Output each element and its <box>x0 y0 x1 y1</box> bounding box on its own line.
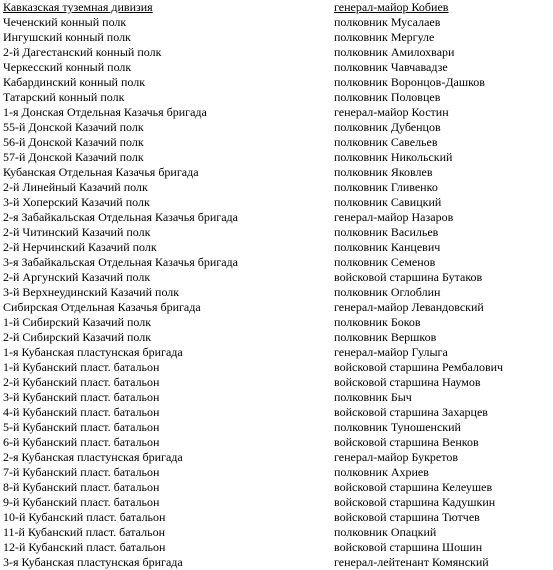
commander-name: войсковой старшина Захарцев <box>334 405 488 419</box>
unit-row <box>0 420 553 435</box>
unit-row <box>0 120 553 135</box>
unit-row <box>0 435 553 450</box>
commander-name: полковник Никольский <box>334 150 453 164</box>
commander-name: генерал-лейтенант Комянский <box>334 555 489 569</box>
commander-name: полковник Вершков <box>334 330 437 344</box>
unit-name: 2-й Аргунский Казачий полк <box>3 270 151 284</box>
commander-name: полковник Опацкий <box>334 525 437 539</box>
unit-name: 3-й Верхнеудинский Казачий полк <box>3 285 180 299</box>
commander-name: генерал-майор Костин <box>334 105 449 119</box>
unit-row <box>0 360 553 375</box>
commander-name: генерал-майор Гулыга <box>334 345 448 359</box>
unit-row <box>0 315 553 330</box>
unit-name: Кубанская Отдельная Казачья бригада <box>3 165 199 179</box>
unit-name: 2-й Читинский Казачий полк <box>3 225 151 239</box>
unit-name: Чеченский конный полк <box>3 15 127 29</box>
unit-name: 3-я Забайкальская Отдельная Казачья бригада <box>3 255 238 269</box>
commander-name: полковник Семенов <box>334 255 436 269</box>
unit-row <box>0 405 553 420</box>
unit-row <box>0 285 553 300</box>
commander-name: полковник Канцевич <box>334 240 441 254</box>
commander-name: полковник Половцев <box>334 90 441 104</box>
commander-name: генерал-майор Букретов <box>334 450 459 464</box>
unit-name: 1-й Кубанский пласт. батальон <box>3 360 160 374</box>
commander-name: полковник Савицкий <box>334 195 442 209</box>
unit-name: Сибирская Отдельная Казачья бригада <box>3 300 201 314</box>
commander-name: полковник Быч <box>334 390 412 404</box>
unit-row <box>0 345 553 360</box>
unit-name: 2-я Кубанская пластунская бригада <box>3 450 183 464</box>
unit-name: 10-й Кубанский пласт. батальон <box>3 510 166 524</box>
commander-name: полковник Гливенко <box>334 180 438 194</box>
unit-row <box>0 180 553 195</box>
unit-name: 2-я Забайкальская Отдельная Казачья бригада <box>3 210 238 224</box>
commander-name: полковник Яковлев <box>334 165 433 179</box>
unit-row <box>0 210 553 225</box>
commander-name: полковник Оглоблин <box>334 285 441 299</box>
unit-row <box>0 540 553 555</box>
commander-name: генерал-майор Левандовский <box>334 300 484 314</box>
commander-name: полковник Дубенцов <box>334 120 441 134</box>
unit-name: 12-й Кубанский пласт. батальон <box>3 540 166 554</box>
commander-name: полковник Мергуле <box>334 30 435 44</box>
unit-row <box>0 165 553 180</box>
unit-name: Кавказская туземная дивизия <box>3 0 153 14</box>
unit-name: 11-й Кубанский пласт. батальон <box>3 525 165 539</box>
unit-row <box>0 270 553 285</box>
unit-row <box>0 90 553 105</box>
unit-name: 9-й Кубанский пласт. батальон <box>3 495 160 509</box>
division-header-row <box>0 0 553 15</box>
unit-name: 8-й Кубанский пласт. батальон <box>3 480 160 494</box>
unit-name: Кабардинский конный полк <box>3 75 146 89</box>
unit-name: 7-й Кубанский пласт. батальон <box>3 465 160 479</box>
unit-row <box>0 30 553 45</box>
commander-name: войсковой старшина Венков <box>334 435 479 449</box>
commander-name: полковник Савельев <box>334 135 438 149</box>
unit-name: 56-й Донской Казачий полк <box>3 135 144 149</box>
unit-row <box>0 330 553 345</box>
unit-row <box>0 480 553 495</box>
unit-row <box>0 495 553 510</box>
unit-name: Черкесский конный полк <box>3 60 132 74</box>
unit-row <box>0 195 553 210</box>
unit-name: 2-й Сибирский Казачий полк <box>3 330 152 344</box>
unit-name: Ингушский конный полк <box>3 30 131 44</box>
unit-row <box>0 375 553 390</box>
commander-name: полковник Воронцов-Дашков <box>334 75 485 89</box>
unit-name: Татарский конный полк <box>3 90 125 104</box>
unit-name: 1-я Донская Отдельная Казачья бригада <box>3 105 207 119</box>
commander-name: генерал-майор Кобиев <box>334 0 449 14</box>
unit-name: 3-я Кубанская пластунская бригада <box>3 555 183 569</box>
commander-name: войсковой старшина Рембалович <box>334 360 504 374</box>
unit-row <box>0 60 553 75</box>
unit-name: 1-й Сибирский Казачий полк <box>3 315 152 329</box>
commander-name: войсковой старшина Бутаков <box>334 270 483 284</box>
unit-name: 2-й Нерчинский Казачий полк <box>3 240 157 254</box>
commander-name: войсковой старшина Тютчев <box>334 510 480 524</box>
unit-name: 1-я Кубанская пластунская бригада <box>3 345 183 359</box>
unit-row <box>0 75 553 90</box>
unit-row <box>0 150 553 165</box>
unit-row <box>0 450 553 465</box>
unit-row <box>0 15 553 30</box>
unit-name: 3-й Кубанский пласт. батальон <box>3 390 160 404</box>
commander-name: полковник Боков <box>334 315 421 329</box>
unit-row <box>0 45 553 60</box>
unit-name: 5-й Кубанский пласт. батальон <box>3 420 160 434</box>
unit-row <box>0 390 553 405</box>
unit-name: 3-й Хоперский Казачий полк <box>3 195 150 209</box>
unit-row <box>0 510 553 525</box>
commander-name: полковник Васильев <box>334 225 439 239</box>
commander-name: генерал-майор Назаров <box>334 210 454 224</box>
commander-name: полковник Ахриев <box>334 465 429 479</box>
unit-name: 2-й Дагестанский конный полк <box>3 45 162 59</box>
commander-name: войсковой старшина Кадушкин <box>334 495 496 509</box>
commander-name: полковник Амилохвари <box>334 45 455 59</box>
unit-row <box>0 105 553 120</box>
unit-row <box>0 225 553 240</box>
unit-name: 2-й Кубанский пласт. батальон <box>3 375 160 389</box>
unit-row <box>0 555 553 570</box>
unit-name: 4-й Кубанский пласт. батальон <box>3 405 160 419</box>
commander-name: полковник Мусалаев <box>334 15 441 29</box>
unit-name: 55-й Донской Казачий полк <box>3 120 144 134</box>
commander-name: войсковой старшина Шошин <box>334 540 483 554</box>
commander-name: полковник Туношенский <box>334 420 461 434</box>
unit-row <box>0 465 553 480</box>
commander-name: войсковой старшина Келеушев <box>334 480 493 494</box>
unit-name: 6-й Кубанский пласт. батальон <box>3 435 160 449</box>
commander-name: полковник Чавчавадзе <box>334 60 448 74</box>
unit-row <box>0 255 553 270</box>
unit-row <box>0 300 553 315</box>
unit-row <box>0 240 553 255</box>
unit-row <box>0 135 553 150</box>
unit-name: 2-й Линейный Казачий полк <box>3 180 148 194</box>
unit-name: 57-й Донской Казачий полк <box>3 150 144 164</box>
unit-row <box>0 525 553 540</box>
commander-name: войсковой старшина Наумов <box>334 375 481 389</box>
